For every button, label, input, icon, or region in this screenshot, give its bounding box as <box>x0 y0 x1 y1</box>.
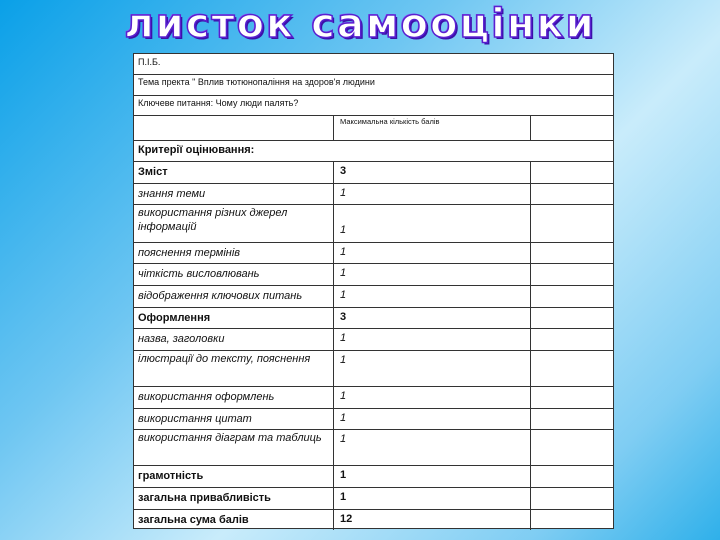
received-header-cell <box>531 115 613 140</box>
table-row <box>134 307 613 329</box>
criterion-label: загальна привабливість <box>134 487 334 509</box>
received-points-cell[interactable] <box>531 204 613 242</box>
table-row <box>134 204 613 243</box>
max-points-value: 1 <box>334 263 531 285</box>
received-points-cell[interactable] <box>531 465 613 487</box>
max-points-value: 12 <box>334 509 531 530</box>
key-question-label: Ключеве питання: Чому люди палять? <box>138 98 299 108</box>
criteria-row <box>134 140 613 162</box>
max-points-value: 3 <box>334 307 531 328</box>
table-row <box>134 285 613 308</box>
criterion-label: використання діаграм та таблиць <box>134 429 334 465</box>
criterion-label: чіткість висловлювань <box>134 263 334 285</box>
received-points-cell[interactable] <box>531 242 613 263</box>
topic-label: Тема пректа " Вплив тютюнопаління на здоров'я людини <box>138 77 375 87</box>
received-points-cell[interactable] <box>531 263 613 285</box>
max-points-value: 1 <box>334 204 531 242</box>
received-points-cell[interactable] <box>531 429 613 465</box>
criterion-label: використання різних джерел інформацій <box>134 204 334 242</box>
criterion-label: Зміст <box>134 161 334 183</box>
criterion-label: знання теми <box>134 183 334 204</box>
criterion-label: загальна сума балів <box>134 509 334 530</box>
max-points-value: 1 <box>334 487 531 509</box>
table-row <box>134 408 613 430</box>
received-points-cell[interactable] <box>531 161 613 183</box>
column-header-row <box>134 115 613 141</box>
criterion-label: назва, заголовки <box>134 328 334 350</box>
max-points-value: 1 <box>334 242 531 263</box>
key-question-row <box>134 95 613 116</box>
criterion-label: використання оформлень <box>134 386 334 408</box>
header-blank-cell <box>134 115 334 140</box>
max-points-value: 1 <box>334 328 531 350</box>
page-title: листок самооцінки <box>124 1 596 47</box>
max-points-value: 1 <box>334 183 531 204</box>
table-row <box>134 465 613 488</box>
self-assessment-table <box>133 53 614 529</box>
received-points-cell[interactable] <box>531 509 613 530</box>
max-points-value: 1 <box>334 465 531 487</box>
max-points-header: Максимальна кількість балів <box>334 115 531 140</box>
pib-row <box>134 54 613 75</box>
pib-label: П.І.Б. <box>138 57 161 67</box>
criteria-label: Критерії оцінювання: <box>138 144 255 156</box>
table-row <box>134 183 613 205</box>
criterion-label: пояснення термінів <box>134 242 334 263</box>
criterion-label: ілюстрації до тексту, пояснення <box>134 350 334 386</box>
table-row <box>134 263 613 286</box>
criterion-label: грамотність <box>134 465 334 487</box>
received-points-cell[interactable] <box>531 183 613 204</box>
received-points-cell[interactable] <box>531 487 613 509</box>
table-row <box>134 429 613 466</box>
criterion-label: Оформлення <box>134 307 334 328</box>
table-row <box>134 386 613 409</box>
received-points-cell[interactable] <box>531 350 613 386</box>
max-points-value: 3 <box>334 161 531 183</box>
table-row <box>134 487 613 510</box>
max-points-value: 1 <box>334 285 531 307</box>
max-points-value: 1 <box>334 386 531 408</box>
max-points-value: 1 <box>334 408 531 429</box>
table-row <box>134 350 613 387</box>
topic-row <box>134 74 613 96</box>
criterion-label: відображення ключових питань <box>134 285 334 307</box>
received-points-cell[interactable] <box>531 386 613 408</box>
max-points-value: 1 <box>334 350 531 386</box>
table-row <box>134 161 613 184</box>
received-points-cell[interactable] <box>531 408 613 429</box>
received-points-cell[interactable] <box>531 328 613 350</box>
criterion-label: використання цитат <box>134 408 334 429</box>
max-points-value: 1 <box>334 429 531 465</box>
received-points-cell[interactable] <box>531 307 613 328</box>
table-row <box>134 509 613 530</box>
table-row <box>134 328 613 351</box>
table-row <box>134 242 613 264</box>
received-points-cell[interactable] <box>531 285 613 307</box>
